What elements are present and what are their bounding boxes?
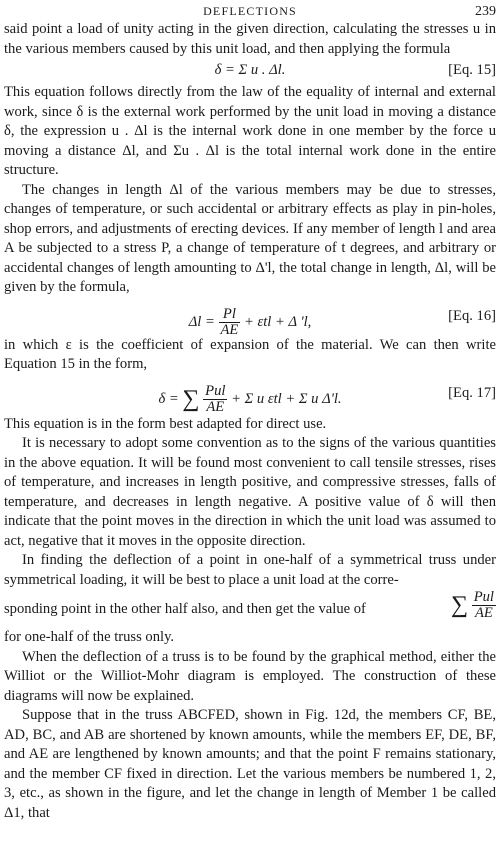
- equation-label: [Eq. 16]: [448, 307, 496, 324]
- fraction-denominator: AE: [220, 321, 239, 338]
- paragraph-line: sponding point in the other half also, and then get the value of: [4, 601, 366, 617]
- equation-rest: + εtl + Δ 'l,: [244, 313, 312, 330]
- equation-lhs: Δl =: [188, 313, 215, 330]
- equation-rest: + Σ u εtl + Σ u Δ'l.: [231, 390, 342, 407]
- paragraph: This equation follows directly from the law of the equality of internal and external work, since δ is the external work performed by the unit load in moving a distance δ, the expression u . Δl is the internal work done in one member by the force u moving a distance Δl, and Σu . Δl is the total internal work done in the entire structure.: [4, 84, 496, 178]
- paragraph-line: for one-half of the truss only.: [4, 629, 175, 645]
- fraction: [219, 307, 241, 338]
- equation-17: [4, 375, 496, 415]
- summation-symbol: ∑: [182, 385, 200, 412]
- paragraph: The changes in length Δl of the various members may be due to stresses, changes of temperature, or such accidental or arbitrary effects as play in pin-holes, shop errors, and adjustments of erecting devices. If any member of length l and area A be subjected to a stress P, a change of temperature of t degrees, and arbitrary or accidental changes of length amounting to Δ'l, the total change in length, Δl, will be given by the formula,: [4, 181, 496, 295]
- paragraph: In finding the deflection of a point in one-half of a symmetrical truss under symmetrical loading, it will be best to place a unit load at the corre-: [4, 552, 496, 588]
- equation-lhs: δ =: [158, 390, 179, 407]
- paragraph: said point a load of unity acting in the given direction, calculating the stresses u in the various members caused by this unit load, and then applying the formula: [4, 21, 496, 57]
- fraction-denominator: AE: [474, 605, 493, 621]
- paragraph-formula-line: [4, 590, 496, 628]
- equation-label: [Eq. 17]: [448, 384, 496, 401]
- equation-expression: δ = Σ u . Δl.: [214, 62, 286, 78]
- fraction-numerator: Pul: [473, 589, 494, 605]
- equation-15: [4, 59, 496, 83]
- equation-label: [Eq. 15]: [448, 62, 496, 78]
- fraction-numerator: Pul: [205, 382, 226, 399]
- fraction: [203, 384, 227, 415]
- paragraph: in which ε is the coefficient of expansion of the material. We can then write Equation 15 in the form,: [4, 336, 496, 372]
- fraction-numerator: Pl: [219, 307, 241, 323]
- paragraph: This equation is in the form best adapted for direct use.: [4, 415, 327, 432]
- fraction: [472, 590, 496, 621]
- equation-16: [4, 298, 496, 336]
- paragraph: When the deflection of a truss is to be found by the graphical method, either the Williot or the Williot-Mohr diagram is employed. The construction of these diagrams will now be explained.: [4, 648, 496, 704]
- page-number: 239: [475, 4, 496, 19]
- page-header: [0, 2, 500, 20]
- page-body: [4, 20, 496, 823]
- running-title: DEFLECTIONS: [203, 4, 297, 18]
- inline-formula: [451, 590, 496, 621]
- summation-symbol: ∑: [450, 591, 469, 618]
- fraction-denominator: AE: [206, 398, 225, 415]
- paragraph: Suppose that in the truss ABCFED, shown in Fig. 12d, the members CF, BE, AD, BC, and AB are shortened by known amounts, while the members EF, DE, BF, and AE are lengthened by known amounts; and that the point F remains stationary, and the member CF fixed in direction. Let the various members be numbered 1, 2, 3, etc., as shown in the figure, and let the change in length of Member 1 be called Δ1, that: [4, 707, 496, 821]
- paragraph: It is necessary to adopt some convention as to the signs of the various quantities in the above equation. It will be found most convenient to call tensile stresses, rises of temperature, and increases in length positive, and compressive stresses, falls of temperature, and decreases in length negative. A positive value of δ will then indicate that the point moves in the direction in which the unit load was assumed to act, negative that it moves in the opposite direction.: [4, 435, 496, 549]
